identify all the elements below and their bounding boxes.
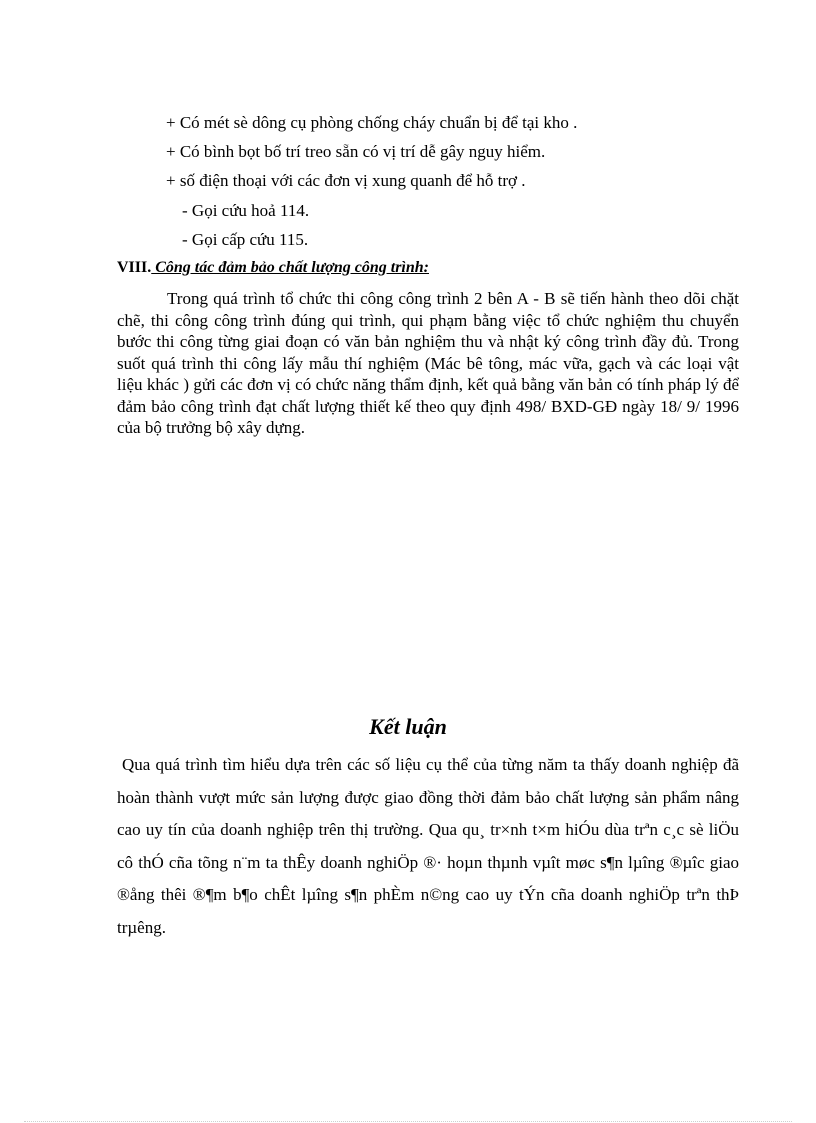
section-heading bbox=[117, 259, 429, 277]
conclusion-paragraph: Qua quá trình tìm hiểu dựa trên các số liệu cụ thể của từng năm ta thấy doanh nghiệp đã hoàn thành vượt mức sản lượng được giao đồng thời đảm bảo chất lượng sản phẩm nâng cao uy tín của doanh nghiệp trên thị trường. Qua qu¸ tr×nh t×m hiÓu dùa trªn c¸c sè liÖu cô thÓ cña tõng n¨m ta thÊy doanh nghiÖp ®· hoµn thµnh vµît møc s¶n lµîng ®µîc giao ®ång thêi ®¶m b¶o chÊt lµîng s¶n phÈm n©ng cao uy tÝn cña doanh nghiÖp trªn thÞ trµêng. bbox=[117, 755, 739, 937]
page-bottom-divider bbox=[24, 1121, 792, 1122]
list-item: + Có bình bọt bố trí treo sẵn có vị trí dễ gây nguy hiểm. bbox=[166, 142, 546, 161]
list-item: + số điện thoại với các đơn vị xung quanh để hỗ trợ . bbox=[166, 171, 526, 190]
conclusion-title: Kết luận bbox=[369, 714, 447, 739]
section-number: VIII. bbox=[117, 259, 152, 276]
list-item: + Có mét sè dông cụ phòng chống cháy chuẩn bị để tại kho . bbox=[166, 113, 578, 132]
section-title: Công tác đảm bảo chất lượng công trình: bbox=[151, 259, 429, 276]
list-item: - Gọi cấp cứu 115. bbox=[182, 230, 309, 249]
section-paragraph: Trong quá trình tổ chức thi công công trình 2 bên A - B sẽ tiến hành theo dõi chặt chẽ, thi công công trình đúng qui trình, qui phạm bằng việc tổ chức nghiệm thu chuyển bước thi công từng giai đoạn có văn bản nghiệm thu và nhật ký công trình đầy đủ. Trong suốt quá trình thi công lấy mẫu thí nghiệm (Mác bê tông, mác vữa, gạch và các loại vật liệu khác ) gửi các đơn vị có chức năng thẩm định, kết quả bằng văn bản có tính pháp lý để đảm bảo công trình đạt chất lượng thiết kế theo quy định 498/ BXD-GĐ ngày 18/ 9/ 1996 của bộ trưởng bộ xây dựng. bbox=[117, 289, 739, 437]
list-item: - Gọi cứu hoả 114. bbox=[182, 201, 310, 220]
